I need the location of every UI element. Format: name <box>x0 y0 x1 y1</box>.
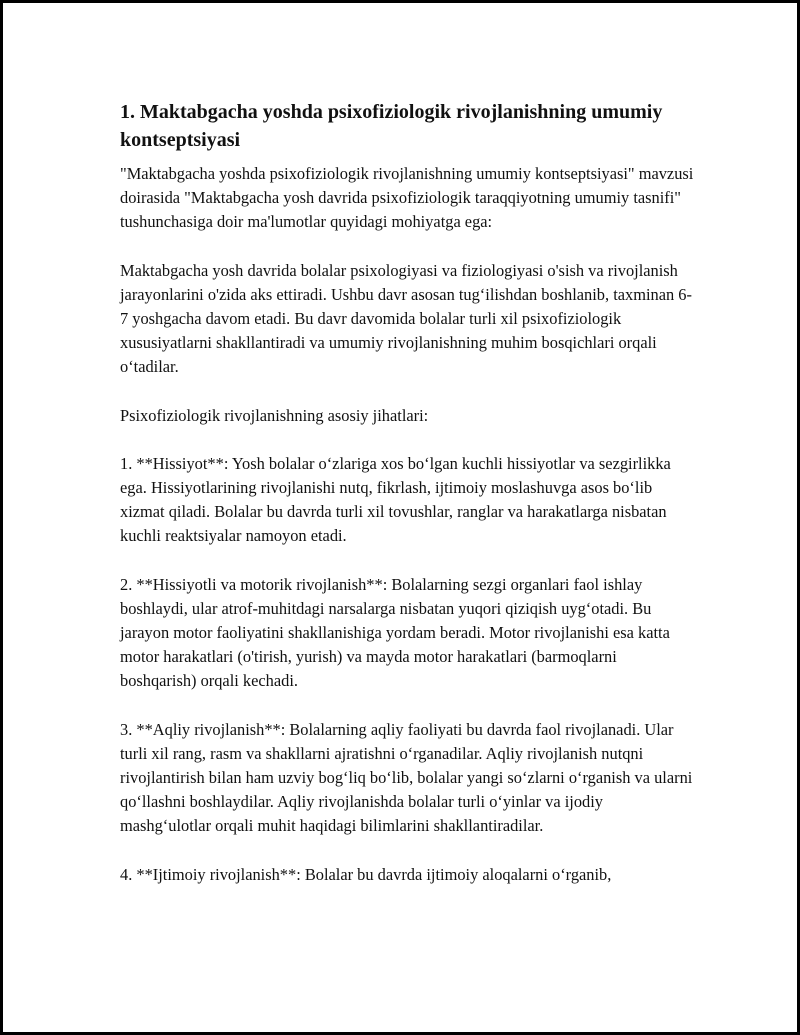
overview-paragraph: Maktabgacha yosh davrida bolalar psixologiyasi va fiziologiyasi o'sish va rivojlanish jarayonlarini o'zida aks ettiradi. Ushbu davr asosan tug‘ilishdan boshlanib, taxminan 6-7 yoshgacha davom etadi. Bu davr davomida bolalar turli xil psixofiziologik xususiyatlarni shakllantiradi va umumiy rivojlanishning muhim bosqichlari orqali o‘tadilar. <box>120 260 692 377</box>
section-heading: 1. Maktabgacha yoshda psixofiziologik rivojlanishning umumiy kontseptsiyasi <box>120 101 663 151</box>
document-body <box>120 98 695 911</box>
aspect-social-paragraph: 4. **Ijtimoiy rivojlanish**: Bolalar bu davrda ijtimoiy aloqalarni o‘rganib, <box>120 864 612 884</box>
aspect-motor-paragraph: 2. **Hissiyotli va motorik rivojlanish**: Bolalarning sezgi organlari faol ishlay boshlaydi, ular atrof-muhitdagi narsalarga nisbatan yuqori qiziqish uyg‘otadi. Bu jarayon motor faoliyatini shakllanishiga yordam beradi. Motor rivojlanishi esa katta motor harakatlari (o'tirish, yurish) va mayda motor harakatlari (barmoqlarni boshqarish) orqali kechadi. <box>120 574 670 691</box>
intro-paragraph: "Maktabgacha yoshda psixofiziologik rivojlanishning umumiy kontseptsiyasi" mavzusi doirasida "Maktabgacha yosh davrida psixofiziologik taraqqiyotning umumiy tasnifi" tushunchasiga doir ma'lumotlar quyidagi mohiyatga ega: <box>120 164 694 232</box>
aspect-emotion-paragraph: 1. **Hissiyot**: Yosh bolalar o‘zlariga xos bo‘lgan kuchli hissiyotlar va sezgirlikka ega. Hissiyotlarining rivojlanishi nutq, fikrlash, ijtimoiy moslashuvga asos bo‘lib xizmat qiladi. Bolalar bu davrda turli xil tovushlar, ranglar va harakatlarga nisbatan kuchli reaktsiyalar namoyon etadi. <box>120 453 671 546</box>
aspects-lead-paragraph: Psixofiziologik rivojlanishning asosiy jihatlari: <box>120 405 429 425</box>
aspect-mental-paragraph: 3. **Aqliy rivojlanish**: Bolalarning aqliy faoliyati bu davrda faol rivojlanadi. Ular turli xil rang, rasm va shakllarni ajratishni o‘rganadilar. Aqliy rivojlanish nutqni rivojlantirish bilan ham uzviy bog‘liq bo‘lib, bolalar yangi so‘zlarni o‘rganish va ularni qo‘llashni boshlaydilar. Aqliy rivojlanishda bolalar turli o‘yinlar va ijodiy mashg‘ulotlar orqali muhit haqidagi bilimlarini shakllantiradilar. <box>120 719 693 836</box>
